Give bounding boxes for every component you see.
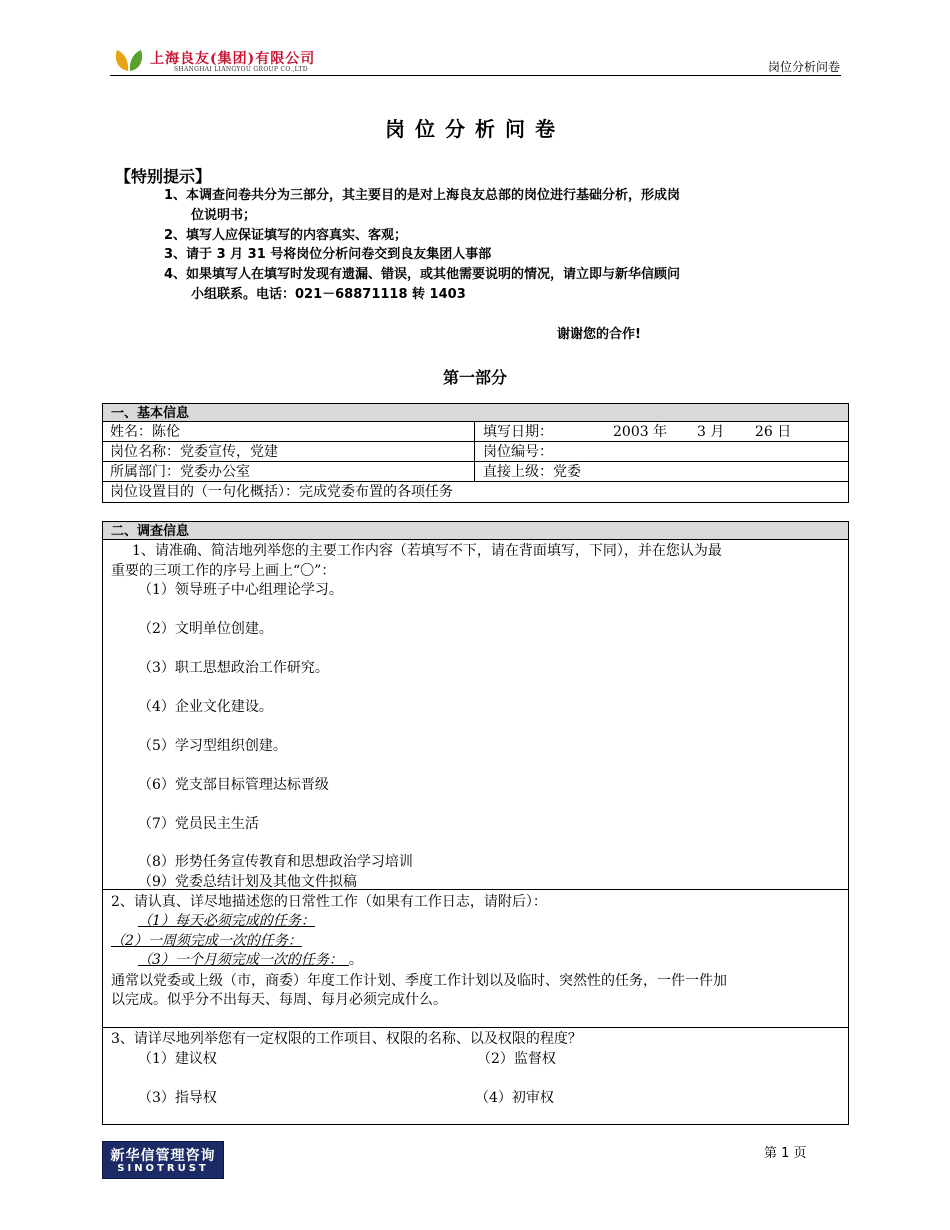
- task-item-2: （2）文明单位创建。: [138, 621, 273, 637]
- position-purpose-field: 岗位设置目的（一句化概括）：完成党委布置的各项任务: [110, 484, 453, 500]
- page-number: 第 1 页: [764, 1146, 807, 1161]
- page-title: 岗位分析问卷: [385, 117, 565, 141]
- authority-item-3: （3）指导权: [138, 1090, 217, 1106]
- task-item-5: （5）学习型组织创建。: [138, 738, 287, 754]
- task-item-1: （1）领导班子中心组理论学习。: [138, 582, 343, 598]
- task-item-7: （7）党员民主生活: [138, 816, 259, 832]
- table-row: [103, 462, 848, 482]
- basic-info-table: [102, 403, 849, 503]
- notice-item-4-cont: 小组联系。电话：021－68871118 转 1403: [191, 287, 466, 302]
- task-item-6: （6）党支部目标管理达标晋级: [138, 777, 329, 793]
- question-2: 2、请认真、详尽地描述您的日常性工作（如果有工作日志，请附后）：: [111, 894, 547, 910]
- department-field: 所属部门：党委办公室: [103, 462, 475, 481]
- task-item-4: （4）企业文化建设。: [138, 699, 273, 715]
- survey-heading: 二、调查信息: [103, 522, 848, 540]
- company-name-cn: 上海良友(集团)有限公司: [150, 51, 316, 67]
- company-name-en: SHANGHAI LIANGYOU GROUP CO.,LTD: [174, 66, 308, 73]
- notice-item-4: 4、如果填写人在填写时发现有遗漏、错误，或其他需要说明的情况，请立即与新华信顾问: [164, 267, 681, 282]
- question-1-cont: 重要的三项工作的序号上画上“〇”：: [111, 563, 336, 579]
- question-2-answer: 通常以党委或上级（市，商委）年度工作计划、季度工作计划以及临时、突然性的任务，一件一件加: [111, 973, 727, 989]
- section-divider: [103, 889, 848, 890]
- date-field: [475, 422, 848, 441]
- thanks-note: 谢谢您的合作!: [557, 327, 641, 342]
- daily-task-label: （1）每天必须完成的任务：: [138, 913, 315, 929]
- table-row: [103, 422, 848, 442]
- question-3: 3、请详尽地列举您有一定权限的工作项目、权限的名称、以及权限的程度？: [111, 1031, 582, 1047]
- table-row: [103, 442, 848, 462]
- footer-logo-en: SINOTRUST: [117, 1163, 209, 1174]
- name-field: 姓名：陈伦: [103, 422, 475, 441]
- part-title: 第一部分: [442, 368, 507, 387]
- notice-item-1-cont: 位说明书；: [191, 208, 257, 223]
- position-no-field: 岗位编号：: [483, 444, 553, 460]
- weekly-task-label: （2）一周须完成一次的任务：: [111, 933, 302, 949]
- basic-info-heading: 一、基本信息: [103, 404, 848, 422]
- authority-item-1: （1）建议权: [138, 1051, 217, 1067]
- notice-item-2: 2、填写人应保证填写的内容真实、客观；: [164, 228, 408, 243]
- monthly-task-label: （3）一个月须完成一次的任务：: [138, 952, 343, 968]
- header-rule: [110, 75, 841, 76]
- company-logo-leaf-icon: [113, 47, 145, 73]
- date-label: 填写日期：: [483, 424, 553, 440]
- notice-item-1: 1、本调查问卷共分为三部分，其主要目的是对上海良友总部的岗位进行基础分析，形成岗: [164, 188, 681, 203]
- monthly-task-end: 。: [348, 952, 363, 968]
- notice-heading: 【特别提示】: [115, 167, 212, 186]
- footer-logo: [102, 1141, 224, 1179]
- notice-item-3: 3、请于 3 月 31 号将岗位分析问卷交到良友集团人事部: [164, 247, 492, 262]
- question-2-answer-cont: 以完成。似乎分不出每天、每周、每月必须完成什么。: [111, 992, 447, 1008]
- table-row: [103, 482, 848, 502]
- monthly-task-line: [138, 951, 363, 970]
- survey-table: [102, 521, 849, 1125]
- question-1: 1、请准确、简洁地列举您的主要工作内容（若填写不下，请在背面填写，下同），并在您认为最: [132, 543, 722, 559]
- authority-item-2: （2）监督权: [477, 1051, 556, 1067]
- superior-field: 直接上级：党委: [483, 464, 581, 480]
- task-item-9: （9）党委总结计划及其他文件拟稿: [138, 874, 357, 890]
- task-item-8: （8）形势任务宣传教育和思想政治学习培训: [138, 854, 413, 870]
- header-doc-title: 岗位分析问卷: [767, 60, 840, 74]
- date-month: 3 月: [697, 424, 725, 440]
- section-divider: [103, 1027, 848, 1028]
- footer-logo-cn: 新华信管理咨询: [110, 1148, 216, 1164]
- task-item-3: （3）职工思想政治工作研究。: [138, 660, 329, 676]
- authority-item-4: （4）初审权: [475, 1090, 554, 1106]
- position-name-field: 岗位名称：党委宣传，党建: [103, 442, 475, 461]
- date-day: 26 日: [755, 424, 792, 440]
- date-year: 2003 年: [613, 424, 668, 440]
